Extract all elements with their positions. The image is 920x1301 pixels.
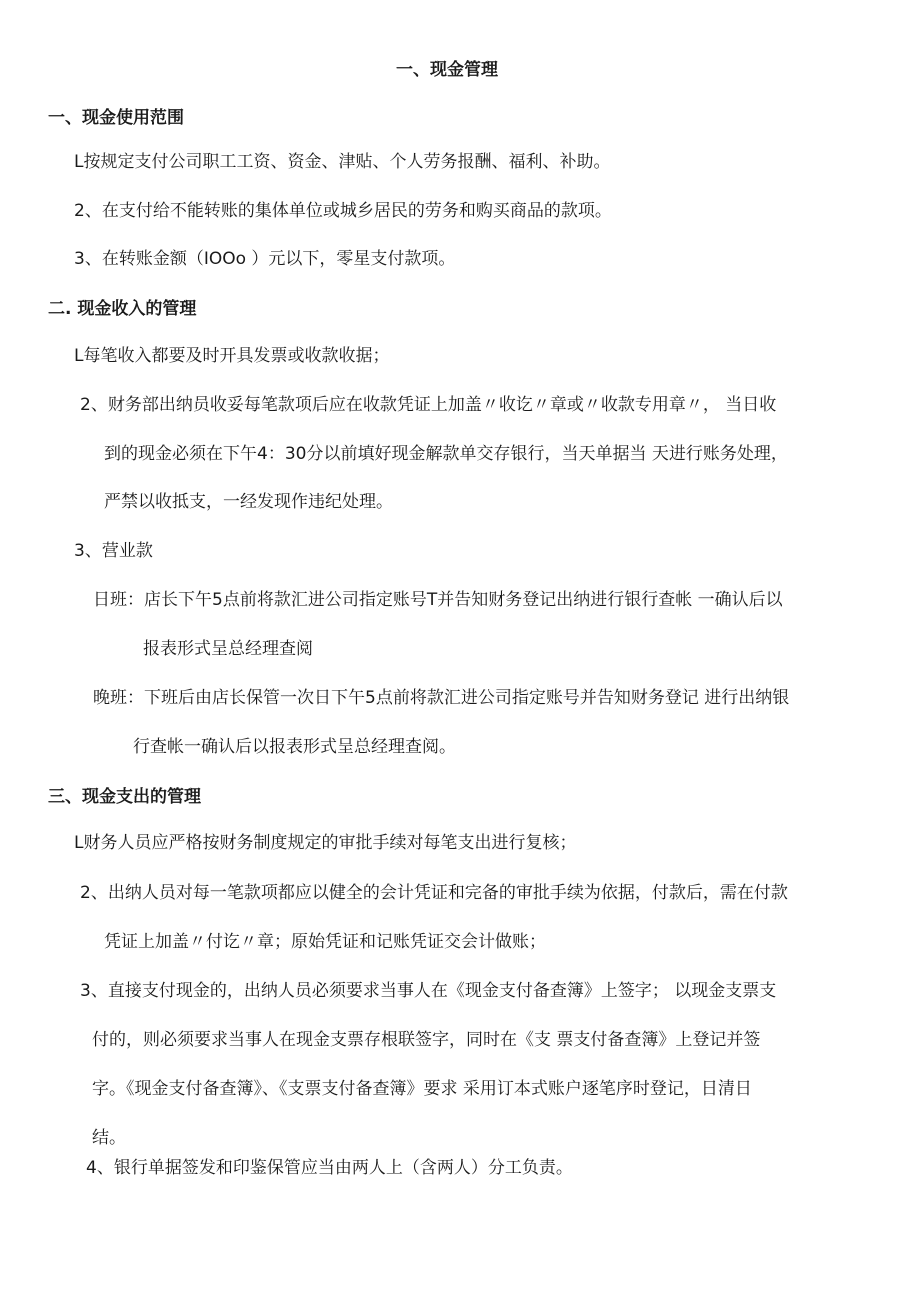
paragraph-line: L财务人员应严格按财务制度规定的审批手续对每笔支出进行复核； (74, 833, 577, 853)
paragraph-line: 报表形式呈总经理查阅 (143, 639, 313, 659)
paragraph-line: 3、直接支付现金的，出纳人员必须要求当事人在《现金支付备查簿》上签字； 以现金支票支 (80, 981, 777, 1001)
section-heading-3: 三、现金支出的管理 (48, 787, 201, 807)
paragraph-line: 2、出纳人员对每一笔款项都应以健全的会计凭证和完备的审批手续为依据，付款后，需在付款 (80, 883, 788, 903)
paragraph-line: 到的现金必须在下午4：30分以前填好现金解款单交存银行，当天单据当 天进行账务处理， (104, 444, 788, 464)
paragraph-line: 付的，则必须要求当事人在现金支票存根联签字，同时在《支 票支付备查簿》上登记并签 (92, 1030, 761, 1050)
section-heading-1: 一、现金使用范围 (48, 108, 184, 128)
paragraph-line: L按规定支付公司职工工资、资金、津贴、个人劳务报酬、福利、补助。 (74, 152, 611, 172)
paragraph-line: 2、财务部出纳员收妥每笔款项后应在收款凭证上加盖〃收讫〃章或〃收款专用章〃， 当日收 (80, 395, 777, 415)
paragraph-line: 3、营业款 (74, 541, 153, 561)
paragraph-line: 严禁以收抵支，一经发现作违纪处理。 (104, 492, 393, 512)
paragraph-line: 晚班：下班后由店长保管一次日下午5点前将款汇进公司指定账号并告知财务登记 进行出纳银 (93, 688, 790, 708)
paragraph-line: 结。 (92, 1128, 126, 1148)
paragraph-line: 字。《现金支付备查簿》、《支票支付备查簿》要求 采用订本式账户逐笔序时登记，日清日 (92, 1079, 752, 1099)
paragraph-line: 凭证上加盖〃付讫〃章；原始凭证和记账凭证交会计做账； (104, 932, 546, 952)
section-heading-2: 二. 现金收入的管理 (48, 299, 197, 319)
paragraph-line: 4、银行单据签发和印鉴保管应当由两人上（含两人）分工负责。 (86, 1158, 573, 1178)
paragraph-line: 日班：店长下午5点前将款汇进公司指定账号T并告知财务登记出纳进行银行查帐 一确认后以 (93, 590, 783, 610)
page-title: 一、现金管理 (396, 60, 498, 80)
paragraph-line: 3、在转账金额（IOOo ）元以下，零星支付款项。 (74, 249, 456, 269)
paragraph-line: L每笔收入都要及时开具发票或收款收据； (74, 346, 390, 366)
paragraph-line: 行查帐一确认后以报表形式呈总经理查阅。 (133, 737, 456, 757)
paragraph-line: 2、在支付给不能转账的集体单位或城乡居民的劳务和购买商品的款项。 (74, 201, 612, 221)
